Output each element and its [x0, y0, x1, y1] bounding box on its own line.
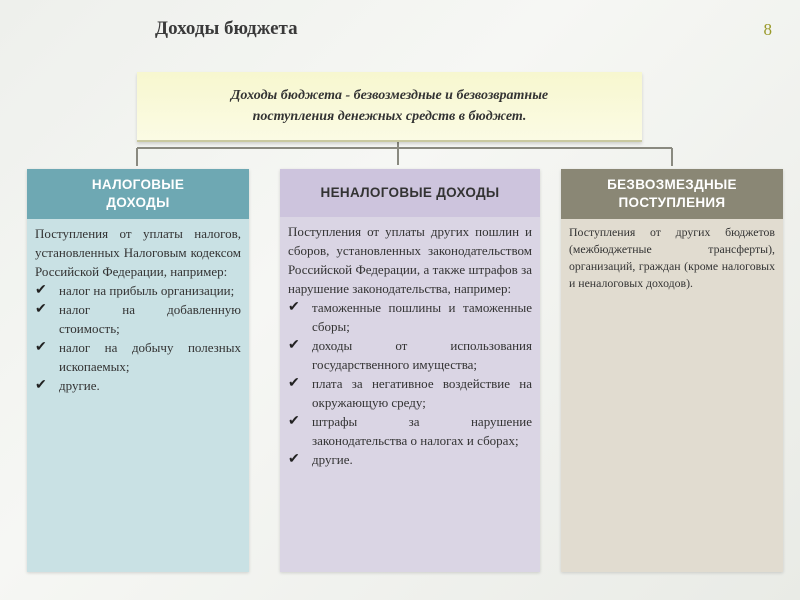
check-mark-icon: ✔ — [288, 300, 300, 315]
column-text: Поступления от уплаты других пошлин и сборов, установленных законодательством Российской Федерации, а также штрафов за нарушение законодательства, например: — [288, 224, 532, 296]
header-line: БЕЗВОЗМЕЗДНЫЕ — [607, 177, 737, 192]
check-mark-icon: ✔ — [35, 283, 47, 298]
list-item: ✔ штрафы за нарушение законодательства о налогах и сборах; — [288, 414, 532, 448]
header-line: ДОХОДЫ — [106, 195, 170, 210]
definition-box — [137, 72, 642, 142]
header-line: ПОСТУПЛЕНИЯ — [618, 195, 726, 210]
list-item: ✔ другие. — [35, 378, 100, 393]
column-non-tax-revenue — [280, 169, 540, 572]
check-mark-icon: ✔ — [35, 378, 47, 393]
example-list — [35, 281, 241, 395]
header-line: НЕНАЛОГОВЫЕ ДОХОДЫ — [320, 185, 500, 200]
check-mark-icon: ✔ — [35, 340, 47, 355]
column-body — [27, 219, 249, 400]
column-header — [280, 169, 540, 217]
list-item: ✔ налог на добавленную стоимость; — [35, 302, 241, 336]
list-item: ✔ доходы от использования государственного имущества; — [288, 338, 532, 372]
column-header — [27, 169, 249, 219]
list-item: ✔ плата за негативное воздействие на окружающую среду; — [288, 376, 532, 410]
page-number: 8 — [763, 20, 772, 39]
check-mark-icon: ✔ — [35, 302, 47, 317]
column-body — [561, 219, 783, 297]
column-text: Поступления от других бюджетов (межбюджетные трансферты), организаций, граждан (кроме налоговых и неналоговых доходов). — [569, 225, 775, 290]
column-header — [561, 169, 783, 219]
list-item: ✔ налог на прибыль организации; — [35, 283, 235, 298]
definition-line-2: поступления денежных средств в бюджет. — [252, 109, 527, 124]
page-title: Доходы бюджета — [155, 18, 298, 39]
check-mark-icon: ✔ — [288, 338, 300, 353]
header-line: НАЛОГОВЫЕ — [91, 177, 185, 192]
column-text: Поступления от уплаты налогов, установленных Налоговым кодексом Российской Федерации, например: — [35, 226, 241, 279]
example-list — [288, 298, 532, 469]
check-mark-icon: ✔ — [288, 452, 300, 467]
column-body — [280, 217, 540, 474]
list-item: ✔ налог на добычу полезных ископаемых; — [35, 340, 241, 374]
check-mark-icon: ✔ — [288, 414, 300, 429]
definition-line-1: Доходы бюджета - безвозмездные и безвозвратные — [230, 88, 549, 103]
list-item: ✔ таможенные пошлины и таможенные сборы; — [288, 300, 532, 334]
check-mark-icon: ✔ — [288, 376, 300, 391]
column-tax-revenue — [27, 169, 249, 572]
list-item: ✔ другие. — [288, 452, 353, 467]
column-gratuitous-receipts — [561, 169, 783, 572]
